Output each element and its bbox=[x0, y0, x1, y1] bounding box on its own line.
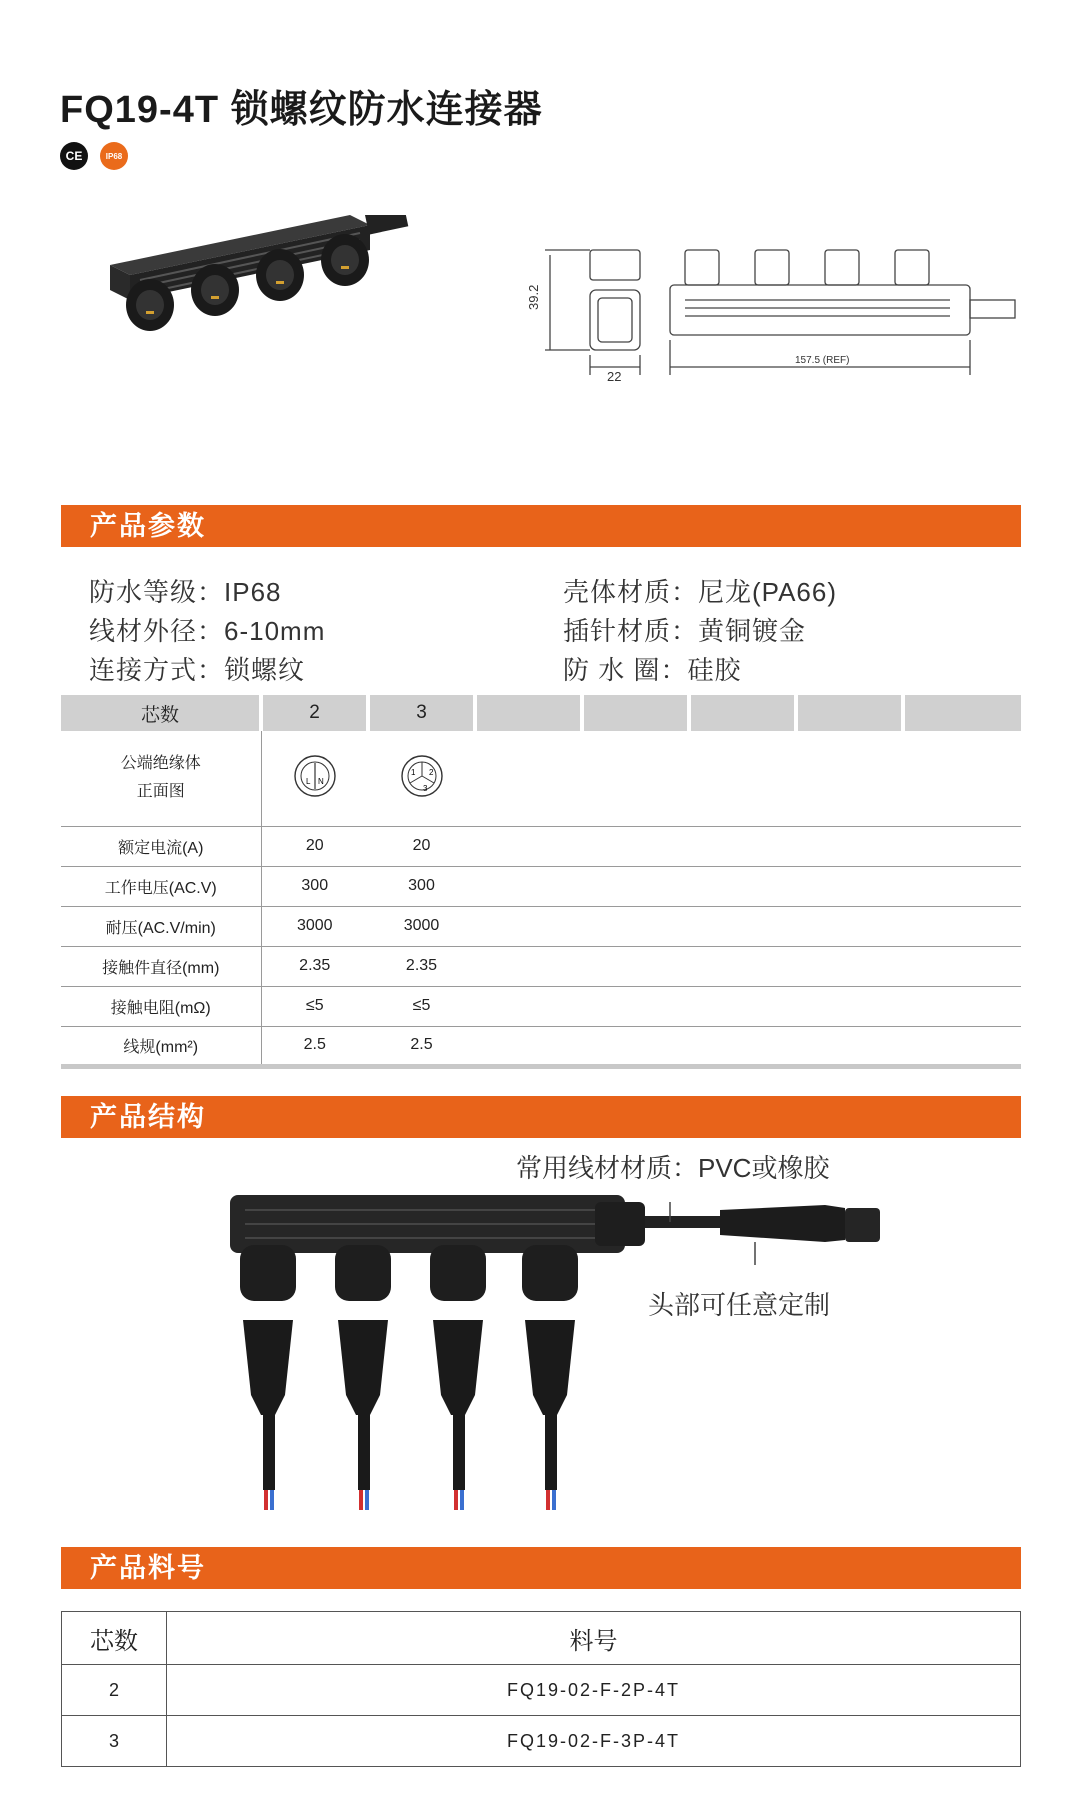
spec-row bbox=[61, 906, 1021, 946]
product-photo bbox=[110, 215, 490, 375]
param-pin: 插针材质：黄铜镀金 bbox=[563, 616, 807, 646]
dimension-drawing bbox=[510, 245, 1020, 385]
pin-label: 3 bbox=[422, 783, 427, 793]
section-header-params: 产品参数 bbox=[61, 505, 1021, 547]
header-empty bbox=[582, 695, 689, 731]
ip68-badge-icon: IP68 bbox=[100, 142, 128, 170]
pin-label: 1 bbox=[410, 767, 415, 777]
ce-mark-icon: CE bbox=[60, 142, 88, 170]
pn-row bbox=[62, 1665, 1021, 1716]
value-2: 2.5 bbox=[261, 1026, 368, 1066]
header-empty bbox=[796, 695, 903, 731]
row-label: 线规(mm²) bbox=[61, 1026, 261, 1066]
dim-width-label: 22 bbox=[607, 369, 622, 384]
value-3: 2.5 bbox=[368, 1026, 475, 1066]
param-connection: 连接方式：锁螺纹 bbox=[89, 655, 306, 685]
pin-label: 2 bbox=[428, 767, 433, 777]
param-housing: 壳体材质：尼龙(PA66) bbox=[563, 577, 837, 607]
spec-row bbox=[61, 1026, 1021, 1066]
spec-table bbox=[61, 695, 1021, 1069]
section-header-part-numbers: 产品料号 bbox=[61, 1547, 1021, 1589]
value-3: 3000 bbox=[368, 906, 475, 946]
spec-row bbox=[61, 866, 1021, 906]
value-3: 2.35 bbox=[368, 946, 475, 986]
sockets bbox=[240, 1245, 578, 1301]
param-waterproof: 防水等级：IP68 bbox=[89, 577, 282, 607]
header-3: 3 bbox=[368, 695, 475, 731]
row-label: 额定电流(A) bbox=[61, 826, 261, 866]
value-2: 300 bbox=[261, 866, 368, 906]
diagram-label-2: 正面图 bbox=[136, 783, 185, 801]
dim-length-label: 157.5 (REF) bbox=[795, 355, 850, 366]
diagram-row bbox=[61, 731, 1021, 826]
param-seal: 防 水 圈：硅胶 bbox=[563, 655, 742, 685]
pn-cores: 2 bbox=[62, 1665, 167, 1716]
pn-value: FQ19-02-F-3P-4T bbox=[167, 1716, 1021, 1767]
row-label: 工作电压(AC.V) bbox=[61, 866, 261, 906]
plugs bbox=[243, 1320, 575, 1510]
pin-layout-2-icon bbox=[292, 753, 338, 799]
value-3: ≤5 bbox=[368, 986, 475, 1026]
spec-row bbox=[61, 986, 1021, 1026]
spec-header-row bbox=[61, 695, 1021, 731]
pn-row bbox=[62, 1716, 1021, 1767]
row-label: 接触电阻(mΩ) bbox=[61, 986, 261, 1026]
header-empty bbox=[475, 695, 582, 731]
header-empty bbox=[903, 695, 1021, 731]
callout-cable-material: 常用线材材质：PVC或橡胶 bbox=[516, 1153, 830, 1183]
pin-layout-3-icon bbox=[399, 753, 445, 799]
page-title: FQ19-4T 锁螺纹防水连接器 bbox=[60, 89, 543, 131]
pin-label: N bbox=[317, 776, 324, 786]
value-2: 2.35 bbox=[261, 946, 368, 986]
pn-cores: 3 bbox=[62, 1716, 167, 1767]
spec-row bbox=[61, 826, 1021, 866]
header-cores: 芯数 bbox=[61, 695, 261, 731]
row-label: 接触件直径(mm) bbox=[61, 946, 261, 986]
value-2: ≤5 bbox=[261, 986, 368, 1026]
pn-value: FQ19-02-F-2P-4T bbox=[167, 1665, 1021, 1716]
spec-row bbox=[61, 946, 1021, 986]
pn-header-cores: 芯数 bbox=[62, 1612, 167, 1665]
param-cable-od: 线材外径：6-10mm bbox=[89, 616, 326, 646]
value-2: 3000 bbox=[261, 906, 368, 946]
row-label: 耐压(AC.V/min) bbox=[61, 906, 261, 946]
header-2: 2 bbox=[261, 695, 368, 731]
value-3: 20 bbox=[368, 826, 475, 866]
value-3: 300 bbox=[368, 866, 475, 906]
pn-header-pn: 料号 bbox=[167, 1612, 1021, 1665]
pn-header-row bbox=[62, 1612, 1021, 1665]
section-header-structure: 产品结构 bbox=[61, 1096, 1021, 1138]
dim-height-label: 39.2 bbox=[526, 284, 541, 310]
pin-label: L bbox=[305, 776, 311, 786]
part-number-table bbox=[61, 1611, 1021, 1767]
diagram-label-1: 公端绝缘体 bbox=[120, 755, 201, 773]
structure-illustration bbox=[225, 1190, 925, 1540]
value-2: 20 bbox=[261, 826, 368, 866]
callout-head-custom: 头部可任意定制 bbox=[648, 1290, 831, 1320]
header-empty bbox=[689, 695, 796, 731]
